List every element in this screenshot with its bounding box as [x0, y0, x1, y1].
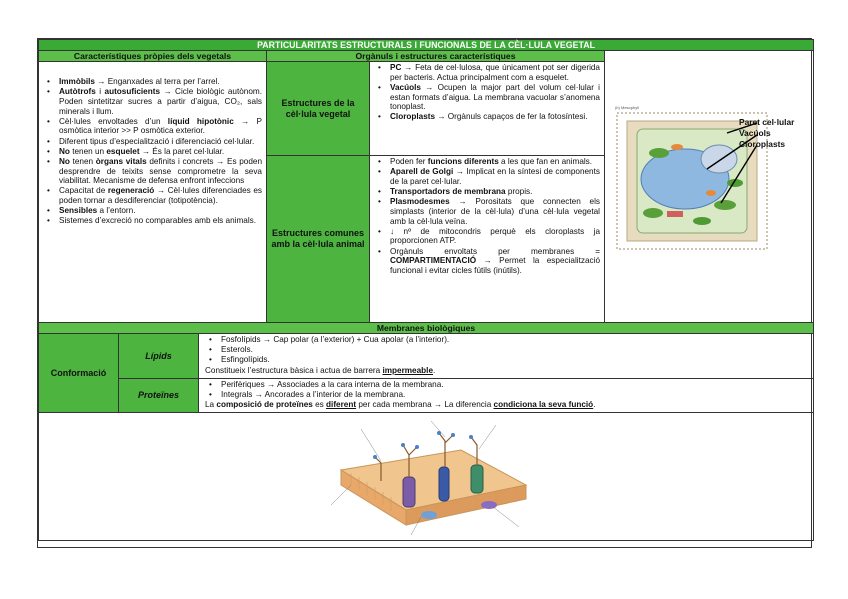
- svg-text:(b) Mesophyll: (b) Mesophyll: [615, 105, 640, 110]
- list-item: • Capacitat de regeneració → Cèl·lules diferenciades es poden tornar a desdiferenciar (totipotència).: [43, 186, 262, 205]
- list-item: • Sensibles a l’entorn.: [43, 206, 262, 216]
- list-item: • Perifèriques → Associades a la cara interna de la membrana.: [205, 380, 811, 390]
- list-item: • ↓ nº de mitocondris perquè els cloroplasts ja proporcionen ATP.: [374, 227, 600, 246]
- plant-structures-list: [374, 63, 600, 122]
- membrane-illustration: [311, 415, 541, 537]
- header-characteristics: Característiques pròpies dels vegetals: [39, 51, 267, 62]
- main-table: [38, 39, 814, 541]
- header-organelles: Orgànuls i estructures característiques: [267, 51, 605, 62]
- list-item: • Transportadors de membrana propis.: [374, 187, 600, 197]
- common-structures-label: Estructures comunes amb la cèl·lula animal: [267, 156, 370, 323]
- list-item: • No tenen òrgans vitals definits i concrets → Es poden desprendre de teixits sense comprometre la seva viabilitat. Mecanisme de defensa enfront infeccions: [43, 157, 262, 186]
- lipids-label: Lípids: [119, 334, 199, 379]
- label-vacuoles: Vacúols: [739, 128, 771, 138]
- common-structures-list: [374, 157, 600, 276]
- list-item: • No tenen un esquelet → És la paret cel·lular.: [43, 147, 262, 157]
- conformation-label: Conformació: [39, 334, 119, 413]
- list-item: • Poden fer funcions diferents a les que fan en animals.: [374, 157, 600, 167]
- lipids-cell: [199, 334, 814, 379]
- list-item: • Fosfolípids → Cap polar (a l’exterior) + Cua apolar (a l’interior).: [205, 335, 811, 345]
- list-item: • Integrals → Ancorades a l’interior de la membrana.: [205, 390, 811, 400]
- list-item: • Cloroplasts → Orgànuls capaços de fer la fotosíntesi.: [374, 112, 600, 122]
- common-structures-cell: [370, 156, 605, 323]
- list-item: • PC → Feta de cel·lulosa, que únicament pot ser digerida per bacteris. Actua principalment com a esquelet.: [374, 63, 600, 82]
- membrane-image-cell: [39, 413, 814, 541]
- list-item: • Autòtrofs i autosuficients → Cicle biològic autònom. Poden sintetitzar sucres a partir d’aigua, CO₂, sals minerals i llum.: [43, 87, 262, 116]
- list-item: • Esfingolípids.: [205, 355, 811, 365]
- list-item: • Cèl·lules envoltades d’un líquid hipotònic → P osmòtica interior >> P osmòtica exterior.: [43, 117, 262, 136]
- list-item: • Diferent tipus d’especialització i diferenciació cel·lular.: [43, 137, 262, 147]
- list-item: • Plasmodesmes → Porositats que connecten els simplasts (interior de la cèl·lula) d’una cèl·lula vegetal amb la cèl·lula veïna.: [374, 197, 600, 226]
- plant-structures-cell: [370, 62, 605, 156]
- characteristics-cell: [39, 62, 267, 323]
- plant-cell-illustration: [607, 93, 812, 283]
- lipids-note: Constitueix l’estructura bàsica i actua de barrera impermeable.: [205, 365, 436, 375]
- summary-sheet: [37, 38, 812, 548]
- plant-structures-label: Estructures de la cèl·lula vegetal: [267, 62, 370, 156]
- membranes-header: Membranes biològiques: [39, 323, 814, 334]
- page-title: PARTICULARITATS ESTRUCTURALS I FUNCIONALS DE LA CÈL·LULA VEGETAL: [39, 40, 814, 51]
- list-item: • Orgànuls envoltats per membranes = COMPARTIMENTACIÓ → Permet la especialització funcional i evitar cicles fútils (inútils).: [374, 247, 600, 276]
- label-cell-wall: Paret cel·lular: [739, 117, 795, 127]
- list-item: • Immòbils → Enganxades al terra per l’arrel.: [43, 77, 262, 87]
- label-chloroplasts: Cloroplasts: [739, 139, 786, 149]
- list-item: • Sistemes d’excreció no comparables amb els animals.: [43, 216, 262, 226]
- list-item: • Aparell de Golgi → Implicat en la síntesi de components de la paret cel·lular.: [374, 167, 600, 186]
- proteins-note: La composició de proteïnes es diferent per cada membrana → La diferencia condiciona la seva funció.: [205, 400, 596, 410]
- proteins-label: Proteïnes: [119, 379, 199, 413]
- characteristics-list: [43, 77, 262, 226]
- list-item: • Vacúols → Ocupen la major part del volum cel·lular i estan formats d’aigua. La membrana vacuolar s’anomena tonoplast.: [374, 83, 600, 112]
- proteins-cell: [199, 379, 814, 413]
- list-item: • Esterols.: [205, 345, 811, 355]
- lipids-list: [205, 335, 811, 365]
- proteins-list: [205, 380, 811, 400]
- plant-cell-image: [605, 51, 814, 323]
